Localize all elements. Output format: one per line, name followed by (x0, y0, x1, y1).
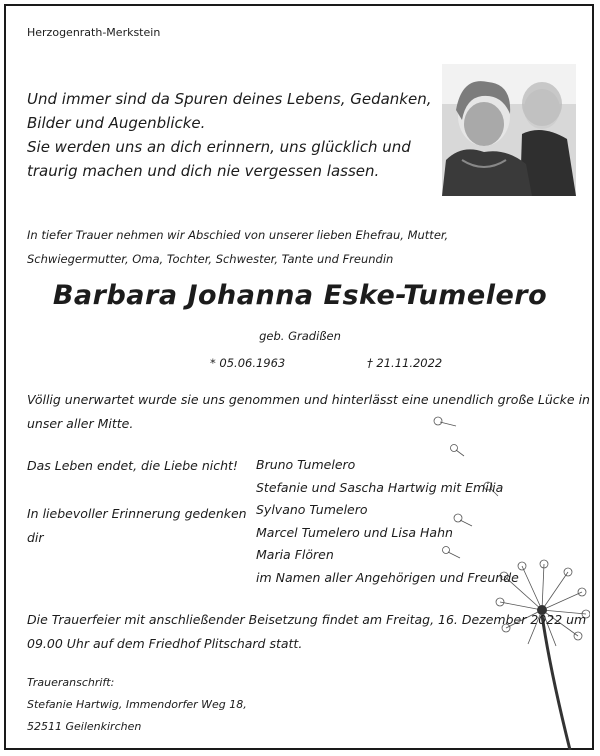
deceased-name: Barbara Johanna Eske-Tumelero (52, 280, 548, 311)
quote-line-spacer (27, 478, 247, 502)
death-date: † 21.11.2022 (367, 356, 443, 370)
poem-line: Sie werden uns an dich erinnern, uns glücklich und (27, 138, 411, 156)
message-line: Völlig unerwartet wurde sie uns genommen und hinterlässt eine unendlich große Lücke in (27, 392, 590, 407)
mourner-name: Stefanie und Sascha Hartwig mit Emilia (256, 479, 504, 495)
message-line: unser aller Mitte. (27, 416, 134, 431)
portrait-photo (442, 64, 576, 196)
address-line: Traueranschrift: (27, 676, 115, 689)
mourning-address (27, 672, 247, 738)
quote-line: Das Leben endet, die Liebe nicht! (27, 458, 238, 473)
intro-text (27, 223, 572, 271)
address-line: 52511 Geilenkirchen (27, 720, 142, 733)
mourner-name: Maria Flören (256, 547, 334, 562)
birth-name: geb. Gradißen (259, 329, 341, 343)
birth-date: * 05.06.1963 (210, 356, 286, 370)
poem-line: Und immer sind da Spuren deines Lebens, Gedanken, (27, 90, 432, 108)
address-line: Stefanie Hartwig, Immendorfer Weg 18, (27, 698, 247, 711)
intro-line: Schwiegermutter, Oma, Tochter, Schwester, Tante und Freundin (27, 252, 394, 266)
mourner-name: Marcel Tumelero und Lisa Hahn (256, 524, 453, 540)
poem-line: traurig machen und dich nie vergessen lassen. (27, 162, 380, 180)
quote-column (27, 454, 247, 550)
quote-line: dir (27, 530, 44, 545)
funeral-text (27, 608, 587, 656)
funeral-line: 09.00 Uhr auf dem Friedhof Plitschard statt. (27, 636, 303, 651)
mourner-name: Sylvano Tumelero (256, 502, 368, 517)
mourners-list (256, 454, 556, 589)
poem (27, 87, 437, 183)
mourner-name: Bruno Tumelero (256, 457, 356, 472)
intro-line: In tiefer Trauer nehmen wir Abschied von unserer lieben Ehefrau, Mutter, (27, 228, 449, 242)
quote-line: In liebevoller Erinnerung gedenken (27, 506, 247, 521)
poem-line: Bilder und Augenblicke. (27, 114, 206, 132)
mourner-name: im Namen aller Angehörigen und Freunde (256, 569, 519, 585)
portrait-illustration (442, 64, 576, 196)
funeral-line: Die Trauerfeier mit anschließender Beisetzung findet am Freitag, 16. Dezember 2022 um (27, 612, 587, 627)
location-label: Herzogenrath-Merkstein (27, 26, 161, 39)
